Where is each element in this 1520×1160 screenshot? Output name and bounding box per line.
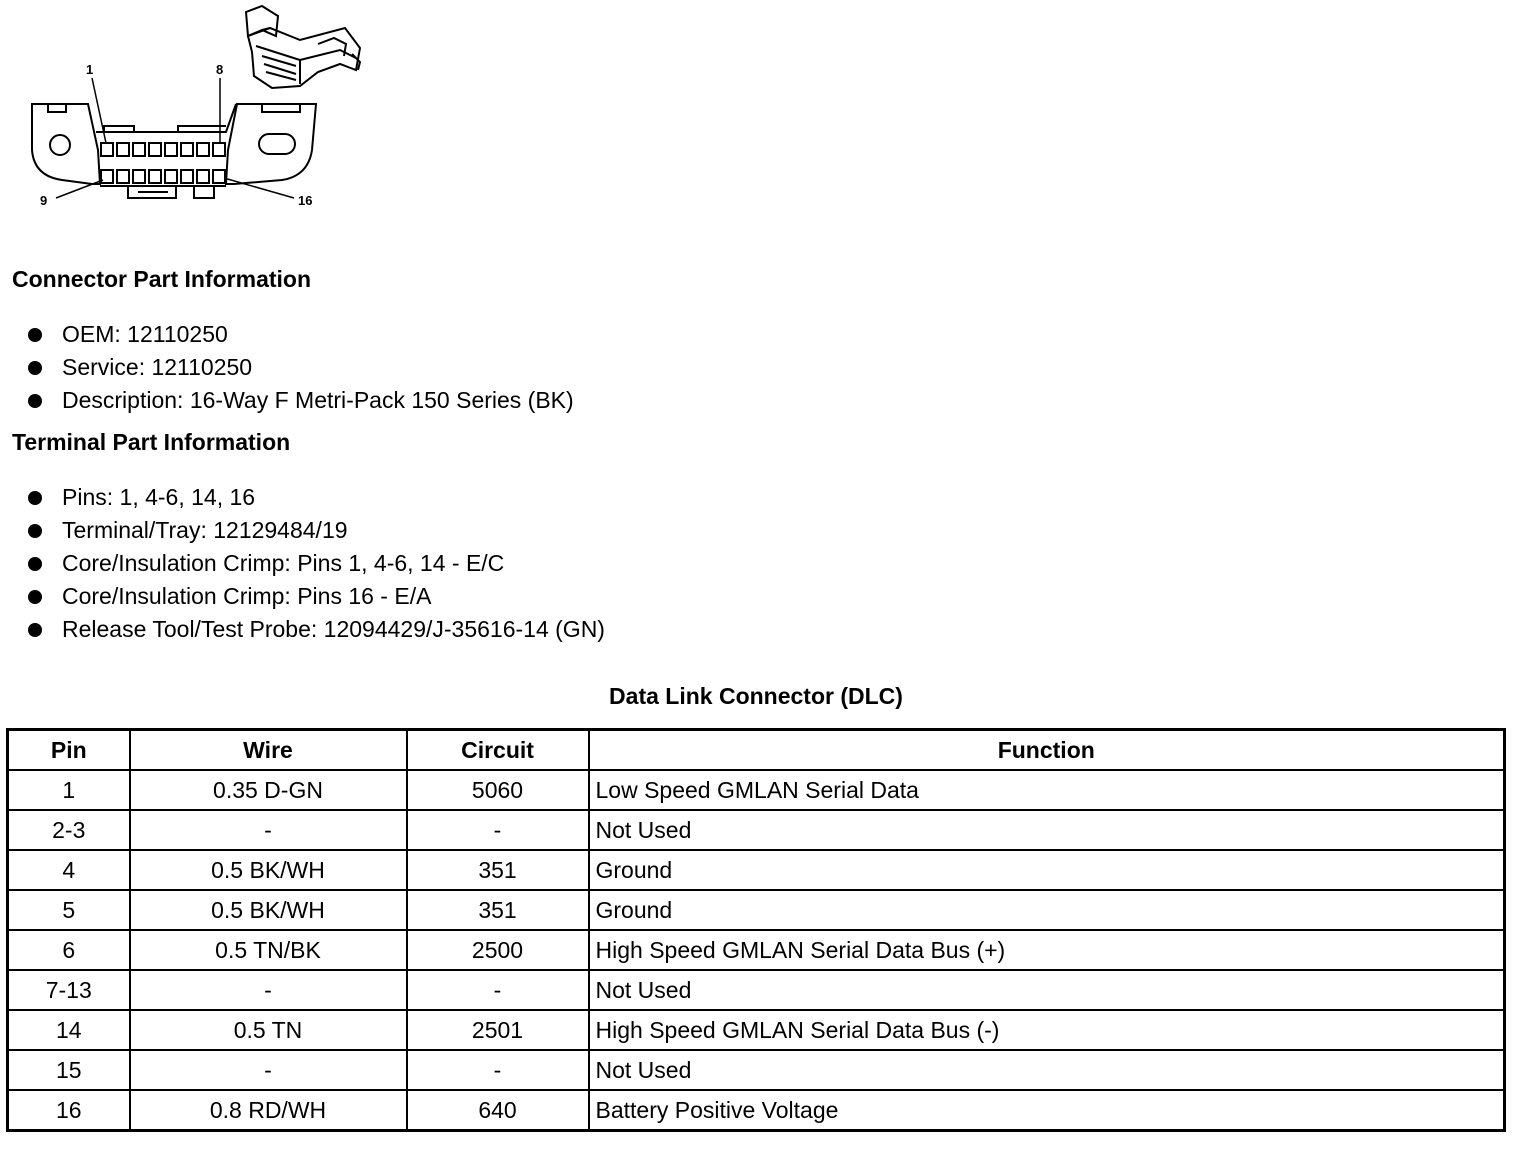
cell-wire: - <box>130 1050 407 1090</box>
cell-wire: 0.8 RD/WH <box>130 1090 407 1131</box>
cell-pin: 6 <box>8 930 130 970</box>
cell-pin: 1 <box>8 770 130 810</box>
cell-pin: 15 <box>8 1050 130 1090</box>
header-function: Function <box>589 730 1505 771</box>
connector-diagram <box>0 0 380 215</box>
cell-wire: 0.5 TN <box>130 1010 407 1050</box>
list-item: Description: 16-Way F Metri-Pack 150 Series (BK) <box>28 384 574 417</box>
cell-wire: - <box>130 970 407 1010</box>
bullet-icon <box>28 328 42 342</box>
cell-circuit: - <box>407 970 589 1010</box>
pin-row-top <box>101 143 225 156</box>
cell-circuit: 351 <box>407 890 589 930</box>
connector-info-heading: Connector Part Information <box>12 266 312 292</box>
terminal-info-list <box>28 481 605 646</box>
cell-circuit: 640 <box>407 1090 589 1131</box>
pin-label-1: 1 <box>86 62 94 77</box>
cell-circuit: - <box>407 810 589 850</box>
table-row <box>8 1050 1505 1090</box>
pin-label-9: 9 <box>40 193 48 208</box>
bullet-icon <box>28 623 42 637</box>
table-row <box>8 970 1505 1010</box>
cell-pin: 14 <box>8 1010 130 1050</box>
table-row <box>8 850 1505 890</box>
cell-pin: 16 <box>8 1090 130 1131</box>
table-row <box>8 810 1505 850</box>
table-row <box>8 1010 1505 1050</box>
cell-wire: 0.35 D-GN <box>130 770 407 810</box>
list-item: Pins: 1, 4-6, 14, 16 <box>28 481 605 514</box>
cell-wire: 0.5 BK/WH <box>130 890 407 930</box>
cell-function: High Speed GMLAN Serial Data Bus (+) <box>589 930 1505 970</box>
list-item: Core/Insulation Crimp: Pins 16 - E/A <box>28 580 605 613</box>
table-row <box>8 890 1505 930</box>
pin-label-16: 16 <box>298 193 313 208</box>
cell-wire: - <box>130 810 407 850</box>
cell-function: Not Used <box>589 970 1505 1010</box>
list-item: Core/Insulation Crimp: Pins 1, 4-6, 14 - E/C <box>28 547 605 580</box>
cell-function: Ground <box>589 850 1505 890</box>
cell-function: Ground <box>589 890 1505 930</box>
connector-info-list <box>28 318 574 417</box>
list-item: OEM: 12110250 <box>28 318 574 351</box>
bullet-icon <box>28 361 42 375</box>
cell-pin: 5 <box>8 890 130 930</box>
connector-isometric-view <box>246 6 360 88</box>
cell-circuit: 351 <box>407 850 589 890</box>
cell-pin: 7-13 <box>8 970 130 1010</box>
cell-function: High Speed GMLAN Serial Data Bus (-) <box>589 1010 1505 1050</box>
table-row <box>8 770 1505 810</box>
header-pin: Pin <box>8 730 130 771</box>
header-circuit: Circuit <box>407 730 589 771</box>
cell-pin: 2-3 <box>8 810 130 850</box>
cell-circuit: 5060 <box>407 770 589 810</box>
bullet-icon <box>28 590 42 604</box>
pin-row-bottom <box>101 170 225 183</box>
cell-pin: 4 <box>8 850 130 890</box>
list-item: Release Tool/Test Probe: 12094429/J-35616-14 (GN) <box>28 613 605 646</box>
list-item: Service: 12110250 <box>28 351 574 384</box>
table-row <box>8 930 1505 970</box>
bullet-icon <box>28 557 42 571</box>
cell-function: Not Used <box>589 1050 1505 1090</box>
cell-wire: 0.5 TN/BK <box>130 930 407 970</box>
list-item: Terminal/Tray: 12129484/19 <box>28 514 605 547</box>
cell-circuit: 2500 <box>407 930 589 970</box>
header-wire: Wire <box>130 730 407 771</box>
cell-circuit: - <box>407 1050 589 1090</box>
cell-function: Low Speed GMLAN Serial Data <box>589 770 1505 810</box>
terminal-info-heading: Terminal Part Information <box>12 429 291 455</box>
cell-wire: 0.5 BK/WH <box>130 850 407 890</box>
pin-label-8: 8 <box>216 62 224 77</box>
cell-circuit: 2501 <box>407 1010 589 1050</box>
table-header-row <box>8 730 1505 771</box>
cell-function: Not Used <box>589 810 1505 850</box>
table-title: Data Link Connector (DLC) <box>609 683 903 709</box>
cell-function: Battery Positive Voltage <box>589 1090 1505 1131</box>
bullet-icon <box>28 524 42 538</box>
bullet-icon <box>28 491 42 505</box>
dlc-pinout-table <box>6 728 1506 1132</box>
table-row <box>8 1090 1505 1131</box>
bullet-icon <box>28 394 42 408</box>
